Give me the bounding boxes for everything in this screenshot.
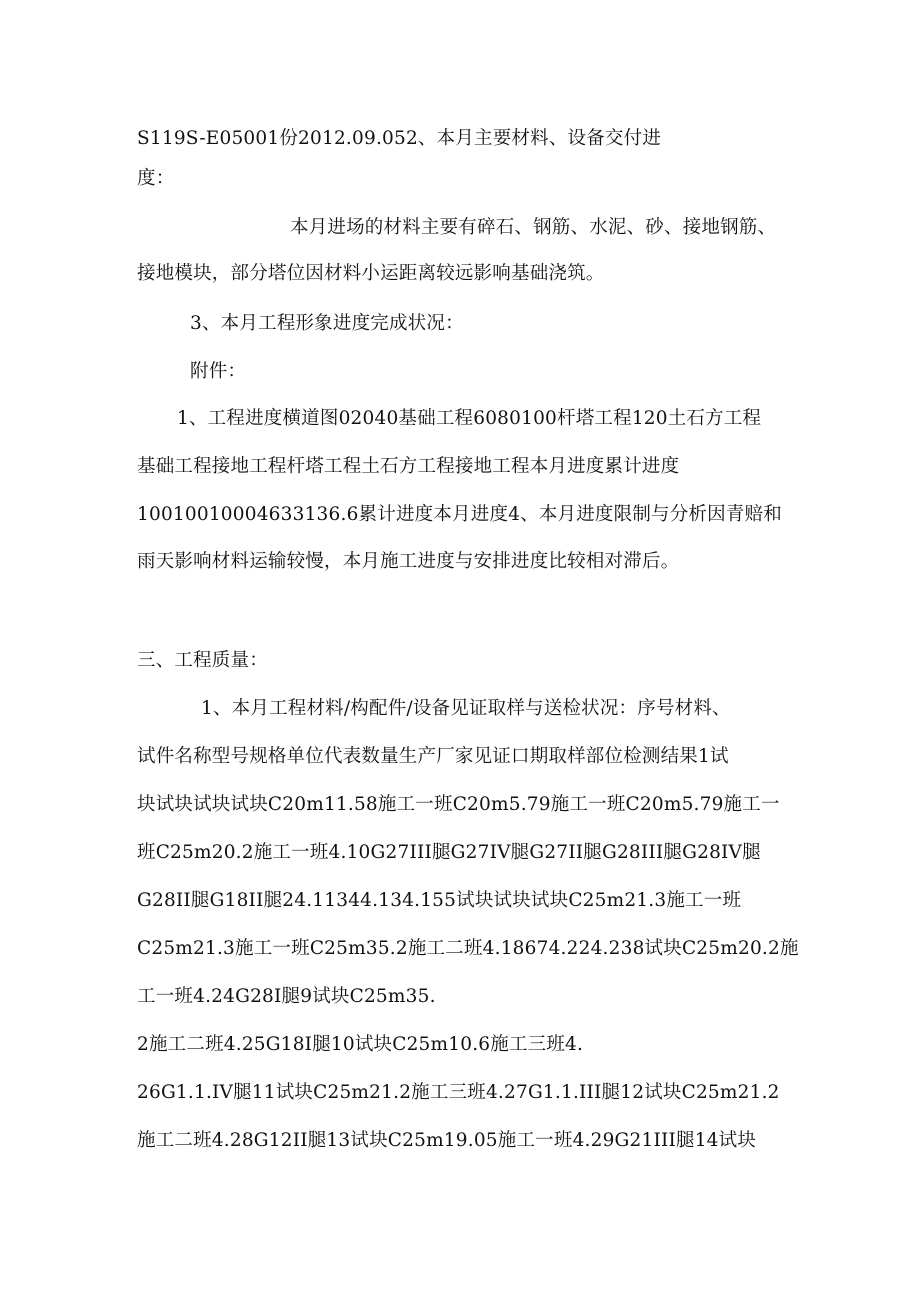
text-line: 试件名称型号规格单位代表数量生产厂家见证口期取样部位检测结果1试 [137, 746, 729, 767]
text-line: 接地模块，部分塔位因材料小运距离较远影响基础浇筑。 [137, 263, 605, 284]
text-line: 度： [137, 168, 175, 189]
text-line: C25m21.3施工一班C25m35.2施工二班4.18674.224.238试块C25m20.2施 [137, 938, 799, 959]
text-line: 基础工程接地工程杆塔工程土石方工程接地工程本月进度累计进度 [137, 456, 680, 477]
text-line: 附件： [190, 361, 247, 382]
text-line: 26G1.1.IV腿11试块C25m21.2施工三班4.27G1.1.III腿12试块C25m21.2 [137, 1082, 780, 1103]
text-line: 1、本月工程材料/构配件/设备见证取样与送检状况：序号材料、 [201, 698, 731, 719]
text-line: 3、本月工程形象进度完成状况： [190, 313, 464, 334]
text-line: 施工二班4.28G12II腿13试块C25m19.05施工一班4.29G21III腿14试块 [137, 1130, 757, 1151]
text-line: 1、工程进度横道图02040基础工程6080100杆塔工程120土石方工程 [177, 408, 762, 429]
text-line: 班C25m20.2施工一班4.10G27III腿G27IV腿G27II腿G28III腿G28IV腿 [137, 842, 761, 863]
text-line: 本月进场的材料主要有碎石、钢筋、水泥、砂、接地钢筋、 [290, 217, 777, 238]
section-heading: 三、工程质量： [137, 650, 268, 671]
text-line: 2施工二班4.25G18I腿10试块C25m10.6施工三班4. [137, 1034, 584, 1055]
text-line: 10010010004633136.6累计进度本月进度4、本月进度限制与分析因青赔和 [137, 504, 782, 525]
text-line: 工一班4.24G28I腿9试块C25m35. [137, 986, 436, 1007]
text-line: G28II腿G18II腿24.11344.134.155试块试块试块C25m21.3施工一班 [137, 890, 742, 911]
text-line: 雨天影响材料运输较慢，本月施工进度与安排进度比较相对滞后。 [137, 551, 680, 572]
text-line: S119S-E05001份2012.09.052、本月主要材料、设备交付进 [137, 128, 662, 149]
text-line: 块试块试块试块C20m11.58施工一班C20m5.79施工一班C20m5.79施工一 [137, 794, 780, 815]
